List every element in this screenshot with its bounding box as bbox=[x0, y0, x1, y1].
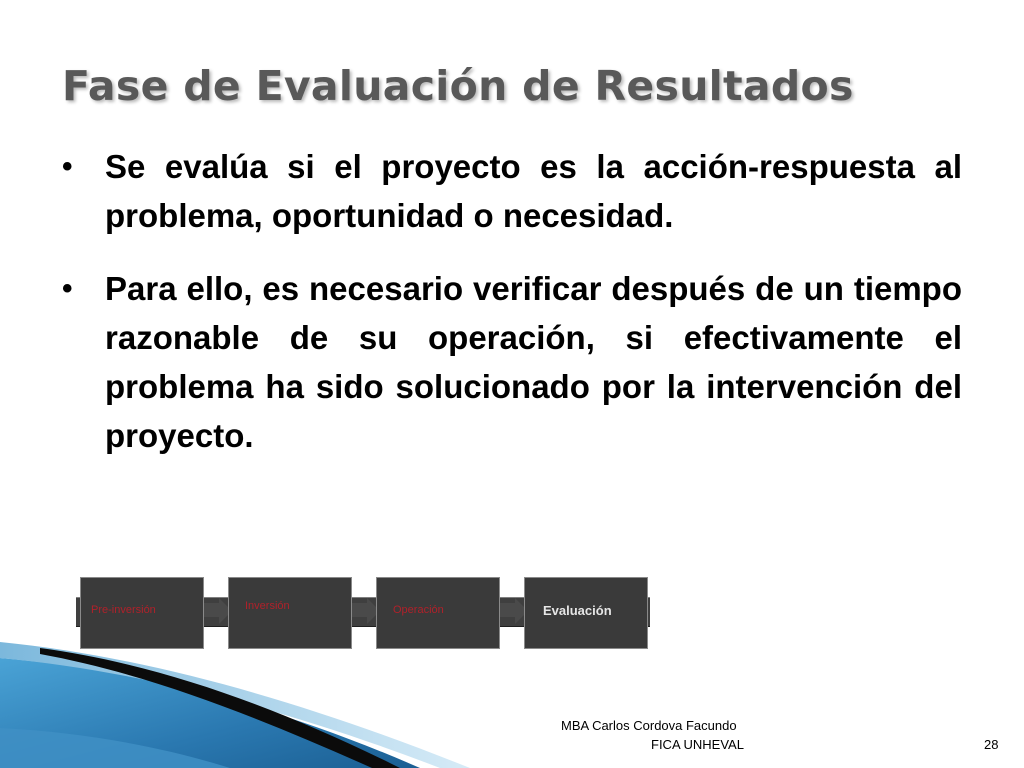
bullet-marker: • bbox=[62, 150, 73, 183]
decorative-waves bbox=[0, 628, 1024, 768]
bullet-text: Para ello, es necesario verificar después de un tiempo razonable de su operación, si efectivamente el problema ha sido solucionado por la intervención del proyecto. bbox=[105, 270, 962, 454]
bullet-marker: • bbox=[62, 272, 73, 305]
bullet-item bbox=[58, 142, 962, 240]
step-label: Inversión bbox=[245, 600, 290, 612]
page-number: 28 bbox=[984, 737, 999, 752]
footer-author: MBA Carlos Cordova Facundo bbox=[561, 718, 737, 733]
step-label: Pre-inversión bbox=[91, 604, 156, 616]
arrow-shaft bbox=[352, 603, 368, 617]
step-label-active: Evaluación bbox=[543, 603, 612, 618]
bullet-text: Se evalúa si el proyecto es la acción-respuesta al problema, oportunidad o necesidad. bbox=[105, 148, 962, 234]
slide-title: Fase de Evaluación de Resultados bbox=[62, 62, 854, 110]
bullet-list bbox=[58, 142, 962, 460]
bullet-item bbox=[58, 264, 962, 460]
arrow-shaft bbox=[204, 603, 220, 617]
arrow-shaft bbox=[500, 603, 516, 617]
footer-organization: FICA UNHEVAL bbox=[651, 737, 744, 752]
step-label: Operación bbox=[393, 604, 444, 616]
